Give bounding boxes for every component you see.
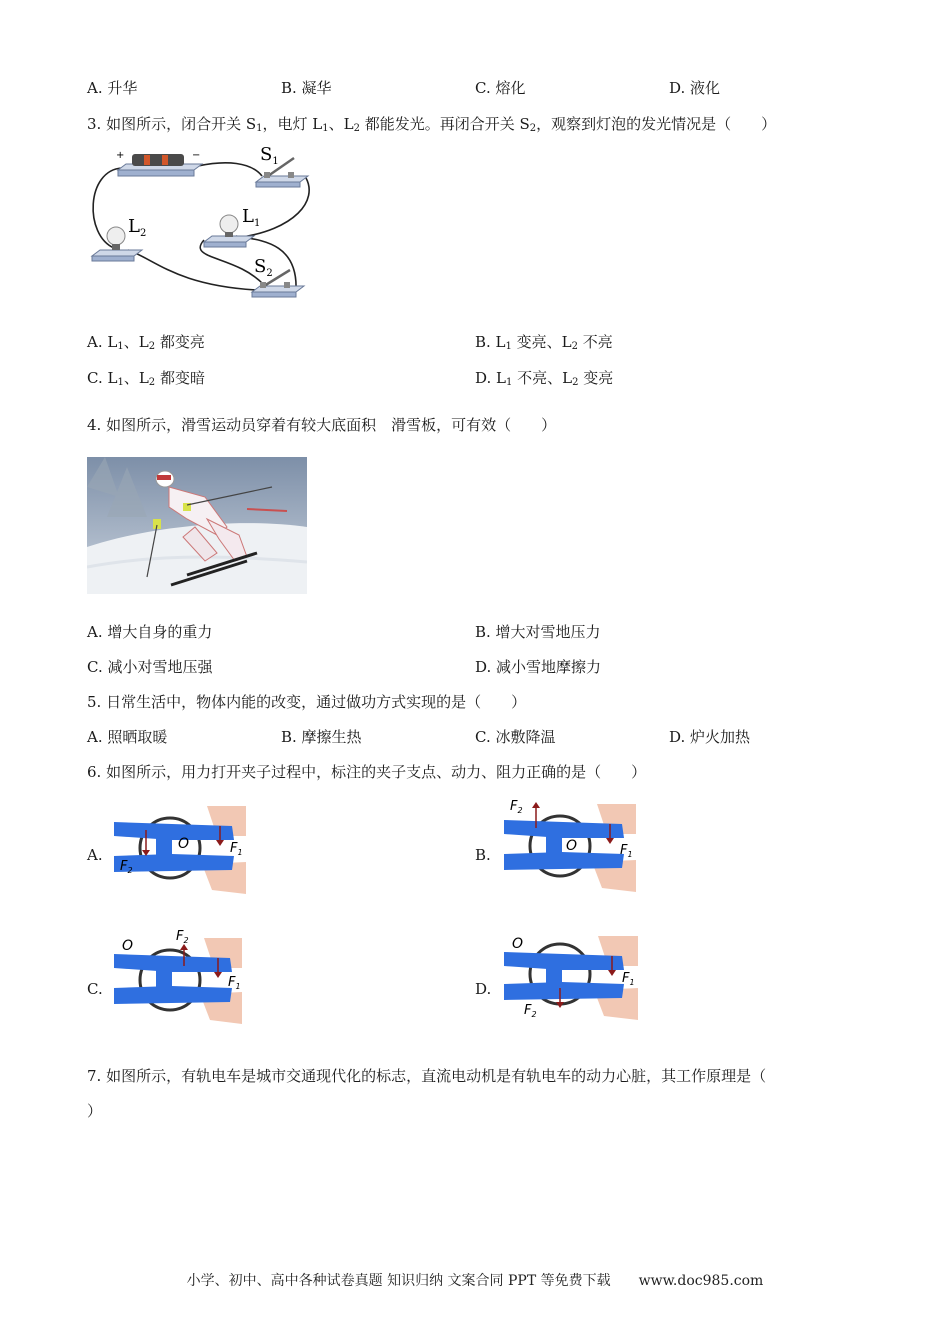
clip-a-f2-label: $F_2$ (120, 859, 133, 875)
q5-option-b: B. 摩擦生热 (281, 728, 362, 746)
q3-option-c: C. $L_1$、$L_2$ 都变暗 (87, 369, 205, 388)
q3-option-d: D. $L_1$ 不亮、$L_2$ 变亮 (475, 369, 614, 388)
wire (128, 250, 256, 290)
clip-c-f2-label: $F_2$ (176, 929, 189, 945)
clip-figure-d (502, 930, 642, 1022)
l2-label: $L_2$ (128, 216, 147, 239)
q2-option-b: B. 凝华 (281, 79, 332, 97)
q2-option-a: A. 升华 (87, 79, 138, 97)
q4-option-a: A. 增大自身的重力 (87, 623, 213, 641)
clip-a-f1-label: $F_1$ (230, 841, 243, 857)
q2-option-d: D. 液化 (669, 79, 721, 97)
clip-d-f2-label: $F_2$ (524, 1003, 537, 1019)
clip-figure-c (112, 924, 242, 1024)
clip-figure-a (112, 806, 246, 894)
circuit-diagram (86, 140, 316, 300)
wire (198, 163, 262, 176)
q6-option-a: A. (87, 846, 103, 864)
q6-option-c: C. (87, 980, 103, 998)
battery (118, 154, 202, 176)
q7-stem-line1: 7. 如图所示，有轨电车是城市交通现代化的标志，直流电动机是有轨电车的动力心脏，其工作原理是（ (87, 1067, 767, 1085)
q6-option-d: D. (475, 980, 492, 998)
battery-minus-label: − (192, 150, 201, 161)
clip-c-o-label: O (122, 938, 134, 954)
q4-option-c: C. 减小对雪地压强 (87, 658, 213, 676)
q4-option-b: B. 增大对雪地压力 (475, 623, 601, 641)
q4-stem: 4. 如图所示，滑雪运动员穿着有较大底面积 滑雪板，可有效（ ） (87, 416, 557, 434)
l1-label: $L_1$ (242, 206, 261, 229)
clip-d-f1-label: $F_1$ (622, 971, 635, 987)
clip-d-o-label: O (512, 936, 524, 952)
clip-b-o-label: O (566, 838, 578, 854)
clip-figure-b (502, 796, 636, 892)
q6-option-b: B. (475, 846, 491, 864)
skier-photo (87, 457, 307, 594)
page-footer: 小学、初中、高中各种试卷真题 知识归纳 文案合同 PPT 等免费下载 www.doc985.com (186, 1273, 764, 1289)
q6-stem: 6. 如图所示，用力打开夹子过程中，标注的夹子支点、动力、阻力正确的是（ ） (87, 763, 647, 781)
q7-stem-line2: ） (87, 1102, 103, 1120)
clip-b-f1-label: $F_1$ (620, 843, 633, 859)
q5-option-a: A. 照晒取暖 (87, 728, 168, 746)
clip-b-f2-label: $F_2$ (510, 799, 523, 815)
q3-option-b: B. $L_1$ 变亮、$L_2$ 不亮 (475, 333, 613, 352)
s1-label: $S_1$ (260, 144, 279, 167)
battery-plus-label: + (116, 150, 125, 161)
clip-c-f1-label: $F_1$ (228, 975, 241, 991)
q2-option-c: C. 熔化 (475, 79, 526, 97)
clip-a-o-label: O (178, 836, 190, 852)
q5-stem: 5. 日常生活中，物体内能的改变，通过做功方式实现的是（ ） (87, 693, 527, 711)
q5-option-d: D. 炉火加热 (669, 728, 751, 746)
s2-label: $S_2$ (254, 256, 273, 279)
q5-option-c: C. 冰敷降温 (475, 728, 556, 746)
q3-stem: 3. 如图所示，闭合开关 $S_1$，电灯 $L_1$、$L_2$ 都能发光。再闭合开关 $S_2$，观察到灯泡的发光情况是（ ） (87, 115, 777, 134)
q3-option-a: A. $L_1$、$L_2$ 都变亮 (87, 333, 205, 352)
q4-option-d: D. 减小雪地摩擦力 (475, 658, 602, 676)
